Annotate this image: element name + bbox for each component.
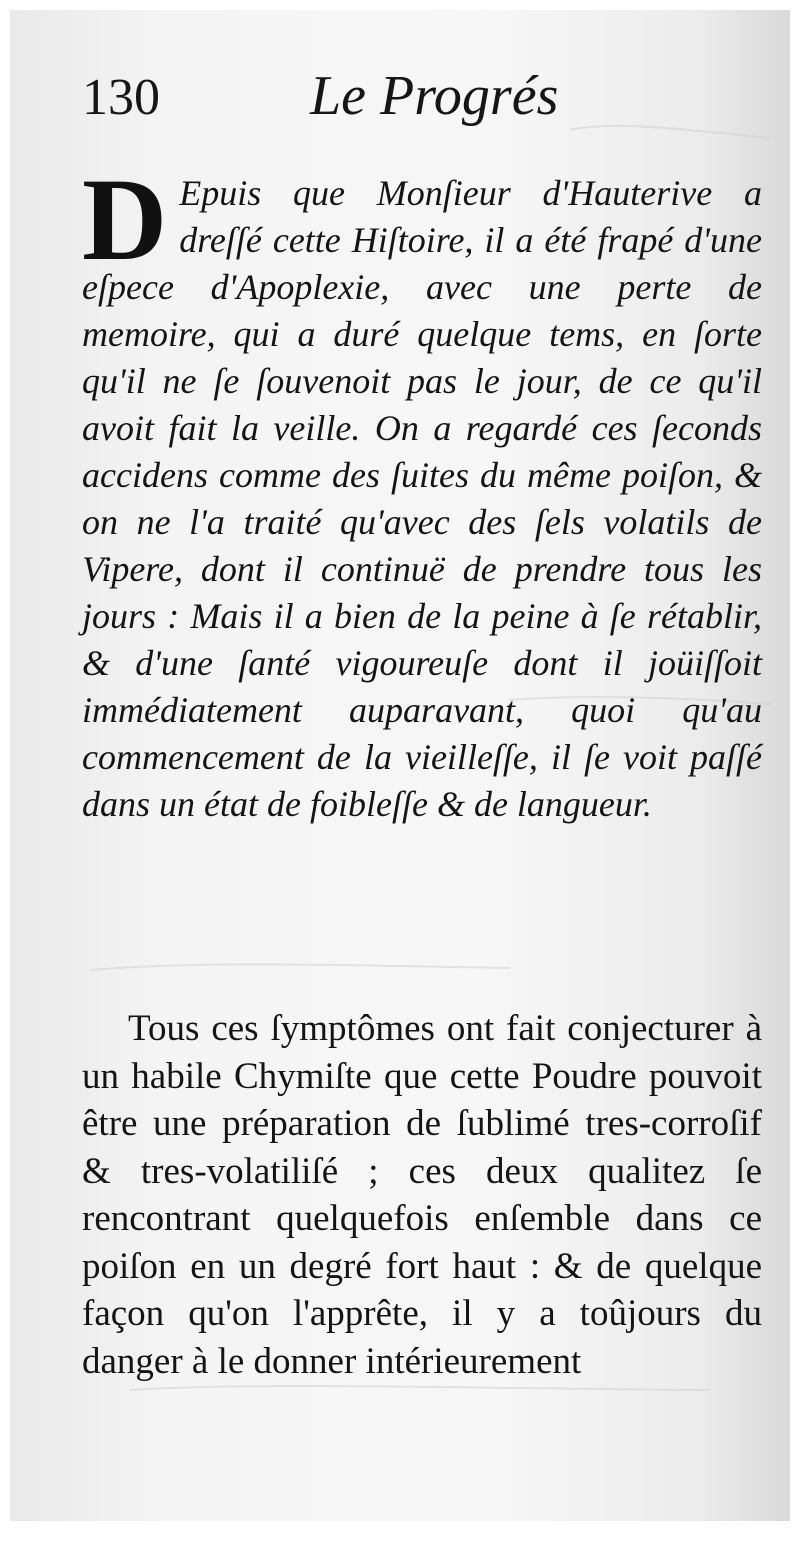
page-header: [82, 50, 642, 130]
page-number: 130: [82, 69, 160, 126]
italic-paragraph-text: Epuis que Monſieur d'Hauterive a dreſſé cette Hiſtoire, il a été frapé d'une eſpece d'Apoplexie, avec une perte de memoire, qui a duré quelque tems, en ſorte qu'il ne ſe ſouvenoit pas le jour, de ce qu'il avoit fait la veille. On a regardé ces ſeconds accidens comme des ſuites du même poiſon, & on ne l'a traité qu'avec des ſels volatils de Vipere, dont il continuë de prendre tous les jours : Mais il a bien de la peine à ſe rétablir, & d'une ſanté vigoureuſe dont il joüiſſoit immédiatement auparavant, quoi qu'au commencement de la vieilleſſe, il ſe voit paſſé dans un état de foibleſſe & de langueur.: [82, 173, 762, 824]
book-page: [10, 10, 790, 1521]
roman-paragraph: Tous ces ſymptômes ont fait conjecturer à un habile Chymiſte que cette Poudre pouvoit être une préparation de ſublimé tres-corroſif & tres-volatiliſé ; ces deux qualitez ſe rencontrant quelquefois enſemble dans ce poiſon en un degré fort haut : & de quelque façon qu'on l'apprête, il y a toûjours du danger à le donner intérieurement: [82, 1008, 762, 1382]
italic-paragraph: [82, 154, 762, 828]
running-head: Le Progrés: [310, 65, 559, 127]
drop-cap: D: [82, 154, 168, 285]
